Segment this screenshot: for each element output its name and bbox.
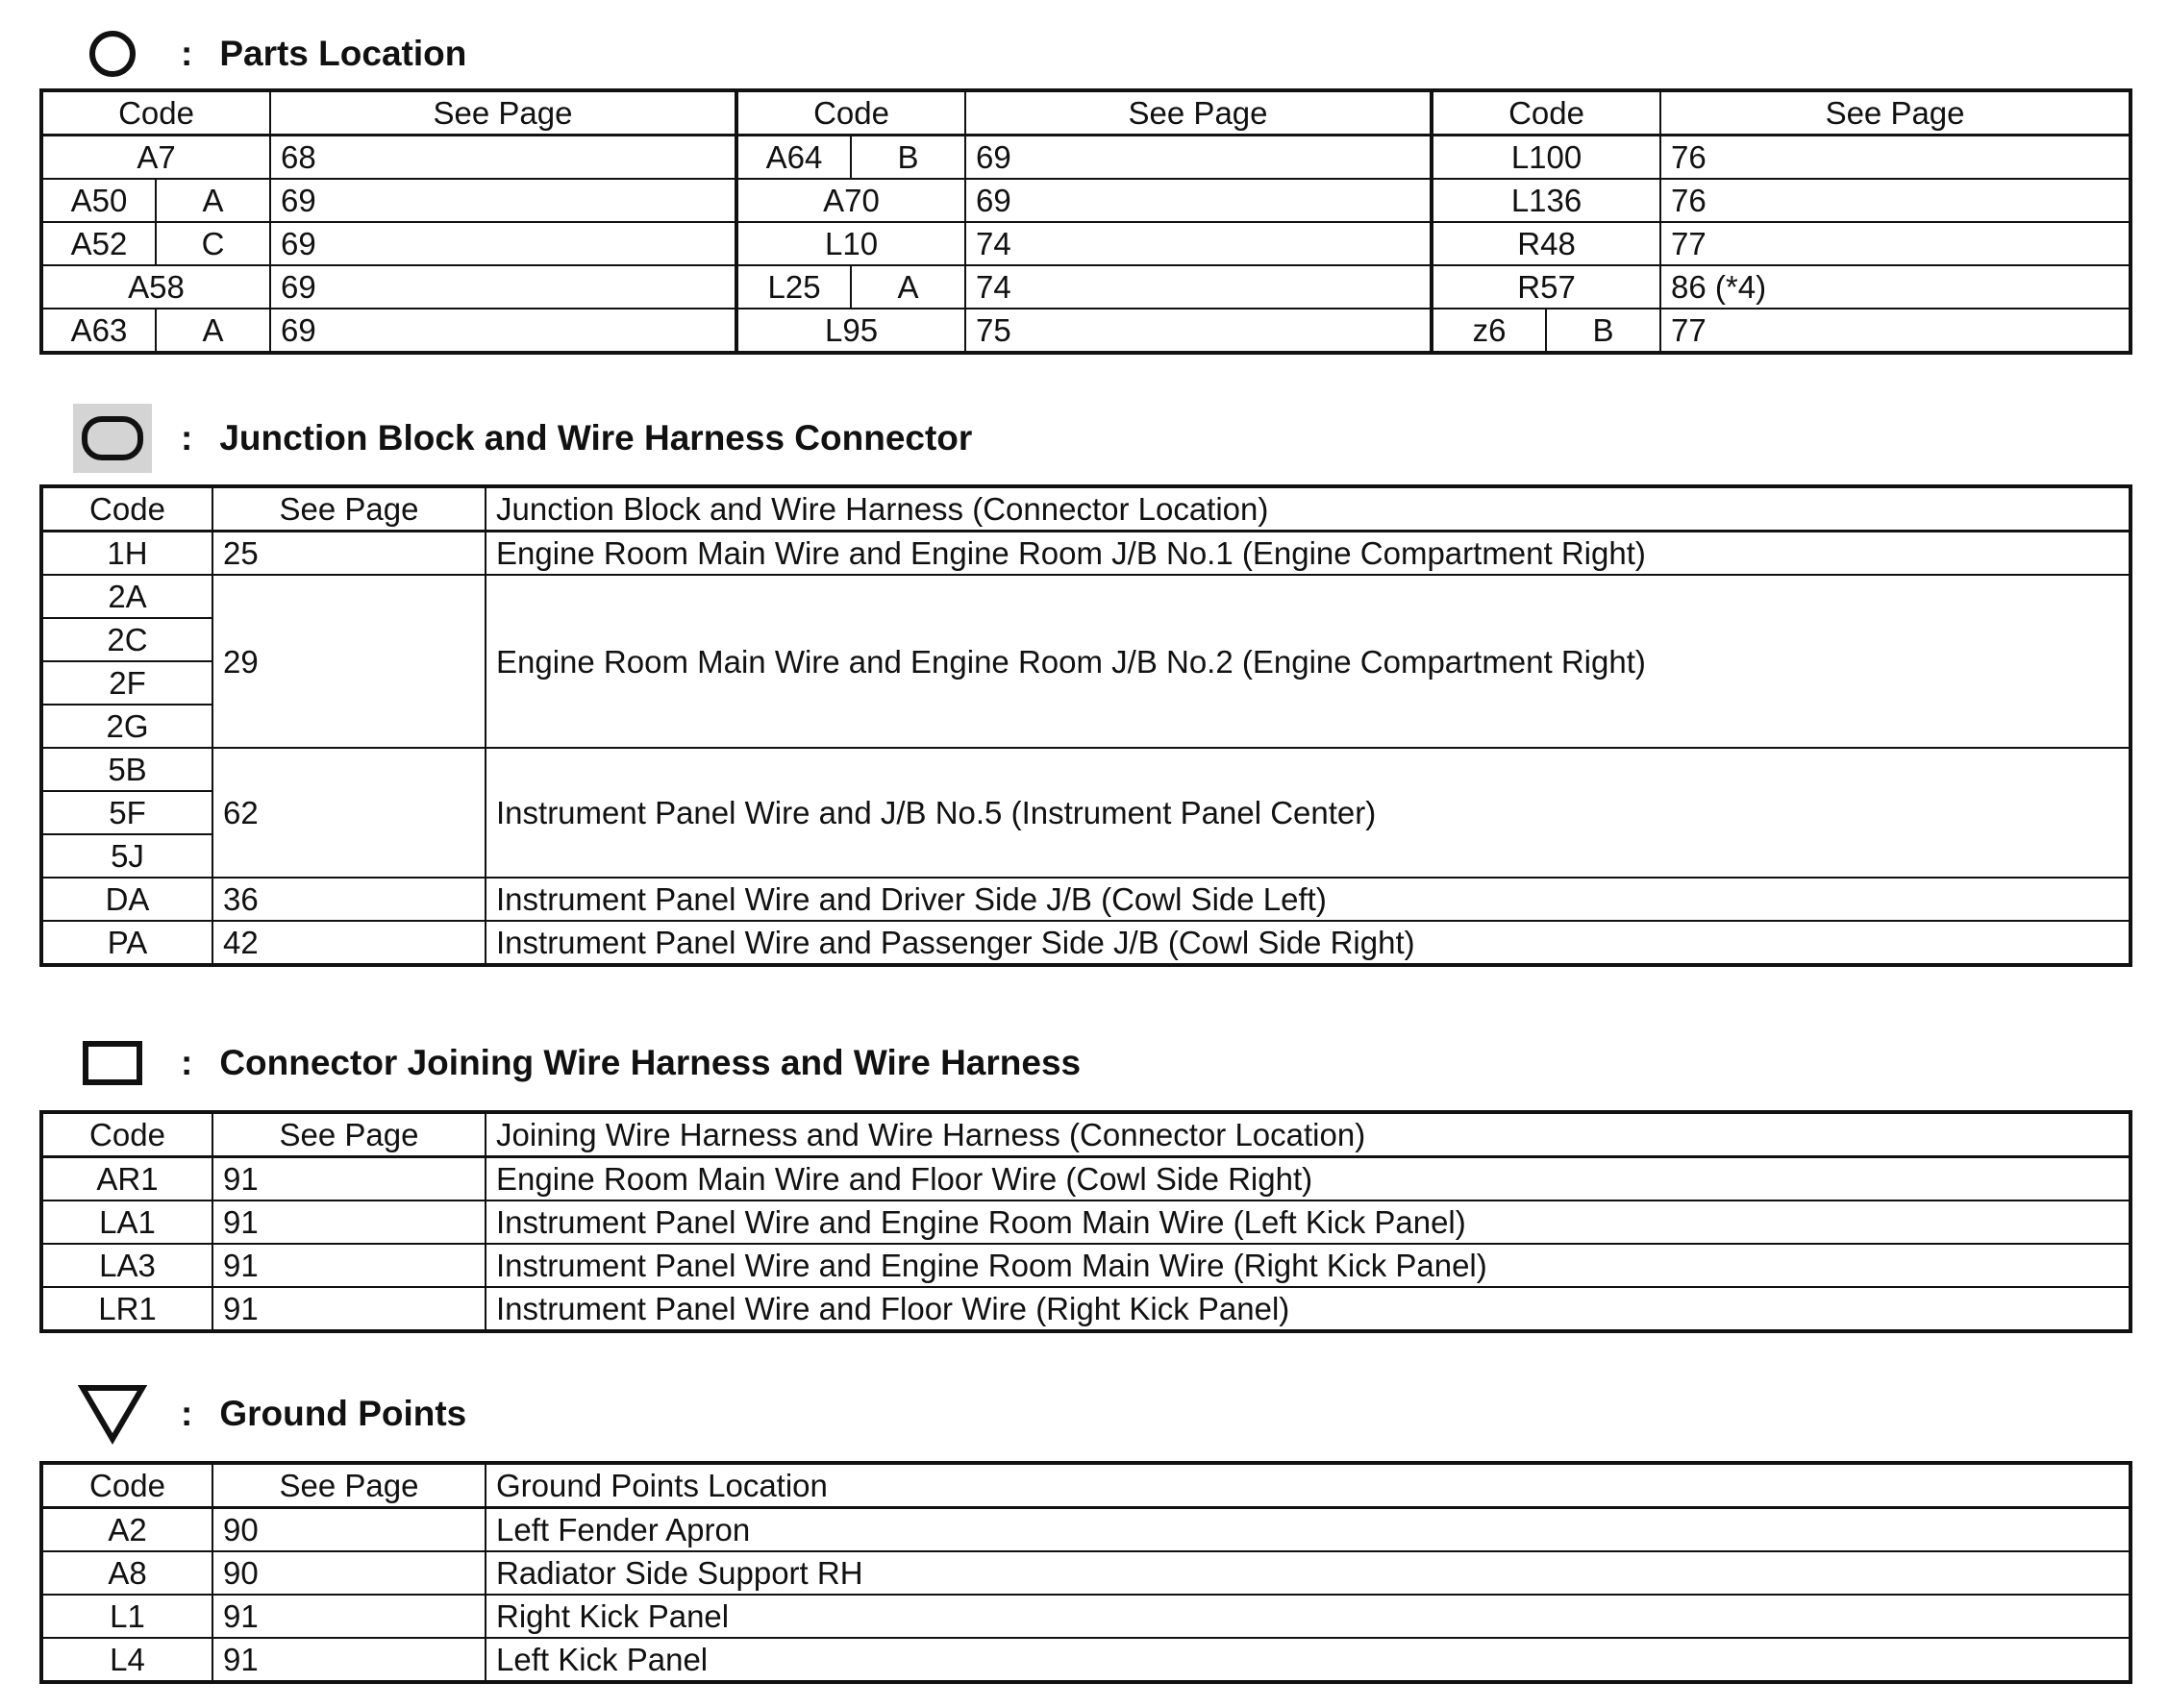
- heading-colon: :: [181, 418, 193, 458]
- circle-icon: [73, 19, 152, 88]
- table-row: [41, 921, 2131, 965]
- part-page: 86 (*4): [1660, 265, 2131, 309]
- header-description: Joining Wire Harness and Wire Harness (Connector Location): [486, 1112, 2131, 1157]
- connector-description: Instrument Panel Wire and Floor Wire (Right Kick Panel): [486, 1287, 2131, 1331]
- header-see-page: See Page: [212, 1112, 486, 1157]
- part-page: 69: [965, 179, 1432, 222]
- section-title: Junction Block and Wire Harness Connector: [219, 418, 973, 458]
- ground-location: Right Kick Panel: [486, 1595, 2131, 1638]
- junction-code: 1H: [41, 532, 212, 576]
- table-row: [41, 179, 2131, 222]
- part-code: A50: [41, 179, 156, 222]
- heading-colon: :: [181, 1043, 193, 1082]
- connector-code: LA3: [41, 1244, 212, 1287]
- connector-code: AR1: [41, 1157, 212, 1201]
- table-row: [41, 1595, 2131, 1638]
- header-description: Ground Points Location: [486, 1463, 2131, 1508]
- connector-page: 91: [212, 1201, 486, 1244]
- table-header-row: [41, 90, 2131, 136]
- junction-description: Instrument Panel Wire and Passenger Side J/B (Cowl Side Right): [486, 921, 2131, 965]
- junction-page: 36: [212, 878, 486, 921]
- junction-code: 5B: [41, 748, 212, 791]
- parts-location-table: [39, 88, 2132, 355]
- part-code: A52: [41, 222, 156, 265]
- part-code: A70: [736, 179, 965, 222]
- part-page: 69: [270, 179, 736, 222]
- rounded-rectangle-icon: [73, 404, 152, 473]
- table-header-row: [41, 1112, 2131, 1157]
- part-code: A64: [736, 136, 851, 180]
- table-row: [41, 1638, 2131, 1682]
- part-page: 69: [270, 265, 736, 309]
- table-row: [41, 136, 2131, 180]
- part-code: L10: [736, 222, 965, 265]
- table-row: [41, 265, 2131, 309]
- connector-joining-table: [39, 1110, 2132, 1333]
- section-title: Parts Location: [219, 34, 467, 73]
- table-row: [41, 1201, 2131, 1244]
- table-row: [41, 222, 2131, 265]
- connector-joining-heading: [73, 1025, 1081, 1102]
- part-page: 68: [270, 136, 736, 180]
- connector-description: Engine Room Main Wire and Floor Wire (Cowl Side Right): [486, 1157, 2131, 1201]
- part-code: A63: [41, 309, 156, 353]
- table-row: [41, 1157, 2131, 1201]
- part-page: 77: [1660, 222, 2131, 265]
- part-page: 76: [1660, 136, 2131, 180]
- table-row: [41, 575, 2131, 618]
- connector-description: Instrument Panel Wire and Engine Room Main Wire (Left Kick Panel): [486, 1201, 2131, 1244]
- junction-description: Instrument Panel Wire and J/B No.5 (Instrument Panel Center): [486, 748, 2131, 878]
- part-code: R48: [1432, 222, 1660, 265]
- part-code: L95: [736, 309, 965, 353]
- part-code: z6: [1432, 309, 1546, 353]
- part-sub-code: A: [851, 265, 965, 309]
- part-page: 75: [965, 309, 1432, 353]
- junction-description: Instrument Panel Wire and Driver Side J/B (Cowl Side Left): [486, 878, 2131, 921]
- junction-page: 29: [212, 575, 486, 748]
- header-code: Code: [736, 90, 965, 136]
- part-code: L136: [1432, 179, 1660, 222]
- part-sub-code: A: [156, 179, 270, 222]
- header-code: Code: [41, 1112, 212, 1157]
- junction-code: 2G: [41, 705, 212, 748]
- table-row: [41, 878, 2131, 921]
- ground-page: 91: [212, 1595, 486, 1638]
- header-code: Code: [41, 486, 212, 532]
- junction-code: 2F: [41, 661, 212, 705]
- header-description: Junction Block and Wire Harness (Connector Location): [486, 486, 2131, 532]
- connector-description: Instrument Panel Wire and Engine Room Main Wire (Right Kick Panel): [486, 1244, 2131, 1287]
- header-see-page: See Page: [212, 1463, 486, 1508]
- ground-code: L1: [41, 1595, 212, 1638]
- junction-code: DA: [41, 878, 212, 921]
- table-header-row: [41, 486, 2131, 532]
- part-page: 74: [965, 222, 1432, 265]
- junction-code: 5F: [41, 791, 212, 834]
- ground-code: A8: [41, 1551, 212, 1595]
- header-code: Code: [41, 1463, 212, 1508]
- table-row: [41, 1244, 2131, 1287]
- header-code: Code: [41, 90, 270, 136]
- table-row: [41, 532, 2131, 576]
- ground-location: Left Kick Panel: [486, 1638, 2131, 1682]
- junction-page: 25: [212, 532, 486, 576]
- heading-colon: :: [181, 1394, 193, 1433]
- junction-block-table: [39, 484, 2132, 967]
- junction-code: 2C: [41, 618, 212, 661]
- part-page: 77: [1660, 309, 2131, 353]
- table-row: [41, 748, 2131, 791]
- ground-points-table: [39, 1461, 2132, 1684]
- connector-page: 91: [212, 1287, 486, 1331]
- table-row: [41, 1508, 2131, 1552]
- ground-page: 90: [212, 1508, 486, 1552]
- junction-description: Engine Room Main Wire and Engine Room J/B No.1 (Engine Compartment Right): [486, 532, 2131, 576]
- part-code: R57: [1432, 265, 1660, 309]
- section-title: Connector Joining Wire Harness and Wire Harness: [219, 1043, 1082, 1082]
- part-sub-code: B: [1546, 309, 1660, 353]
- ground-location: Left Fender Apron: [486, 1508, 2131, 1552]
- part-page: 69: [270, 222, 736, 265]
- junction-description: Engine Room Main Wire and Engine Room J/B No.2 (Engine Compartment Right): [486, 575, 2131, 748]
- part-code: A58: [41, 265, 270, 309]
- ground-code: A2: [41, 1508, 212, 1552]
- part-page: 69: [965, 136, 1432, 180]
- header-see-page: See Page: [965, 90, 1432, 136]
- junction-code: 5J: [41, 834, 212, 878]
- down-triangle-icon: [73, 1379, 152, 1448]
- header-see-page: See Page: [212, 486, 486, 532]
- part-sub-code: A: [156, 309, 270, 353]
- junction-block-heading: [73, 400, 972, 477]
- part-code: A7: [41, 136, 270, 180]
- part-page: 74: [965, 265, 1432, 309]
- ground-code: L4: [41, 1638, 212, 1682]
- header-see-page: See Page: [270, 90, 736, 136]
- part-code: L100: [1432, 136, 1660, 180]
- part-code: L25: [736, 265, 851, 309]
- heading-colon: :: [181, 34, 193, 73]
- part-sub-code: B: [851, 136, 965, 180]
- table-row: [41, 309, 2131, 353]
- connector-code: LR1: [41, 1287, 212, 1331]
- ground-location: Radiator Side Support RH: [486, 1551, 2131, 1595]
- part-page: 76: [1660, 179, 2131, 222]
- section-title: Ground Points: [219, 1394, 467, 1433]
- header-see-page: See Page: [1660, 90, 2131, 136]
- header-code: Code: [1432, 90, 1660, 136]
- table-header-row: [41, 1463, 2131, 1508]
- ground-page: 91: [212, 1638, 486, 1682]
- connector-code: LA1: [41, 1201, 212, 1244]
- ground-page: 90: [212, 1551, 486, 1595]
- connector-page: 91: [212, 1244, 486, 1287]
- junction-code: 2A: [41, 575, 212, 618]
- table-row: [41, 1287, 2131, 1331]
- junction-page: 42: [212, 921, 486, 965]
- table-row: [41, 1551, 2131, 1595]
- part-page: 69: [270, 309, 736, 353]
- junction-page: 62: [212, 748, 486, 878]
- parts-location-heading: [73, 15, 466, 92]
- connector-page: 91: [212, 1157, 486, 1201]
- part-sub-code: C: [156, 222, 270, 265]
- ground-points-heading: [73, 1375, 466, 1452]
- rectangle-icon: [73, 1028, 152, 1098]
- junction-code: PA: [41, 921, 212, 965]
